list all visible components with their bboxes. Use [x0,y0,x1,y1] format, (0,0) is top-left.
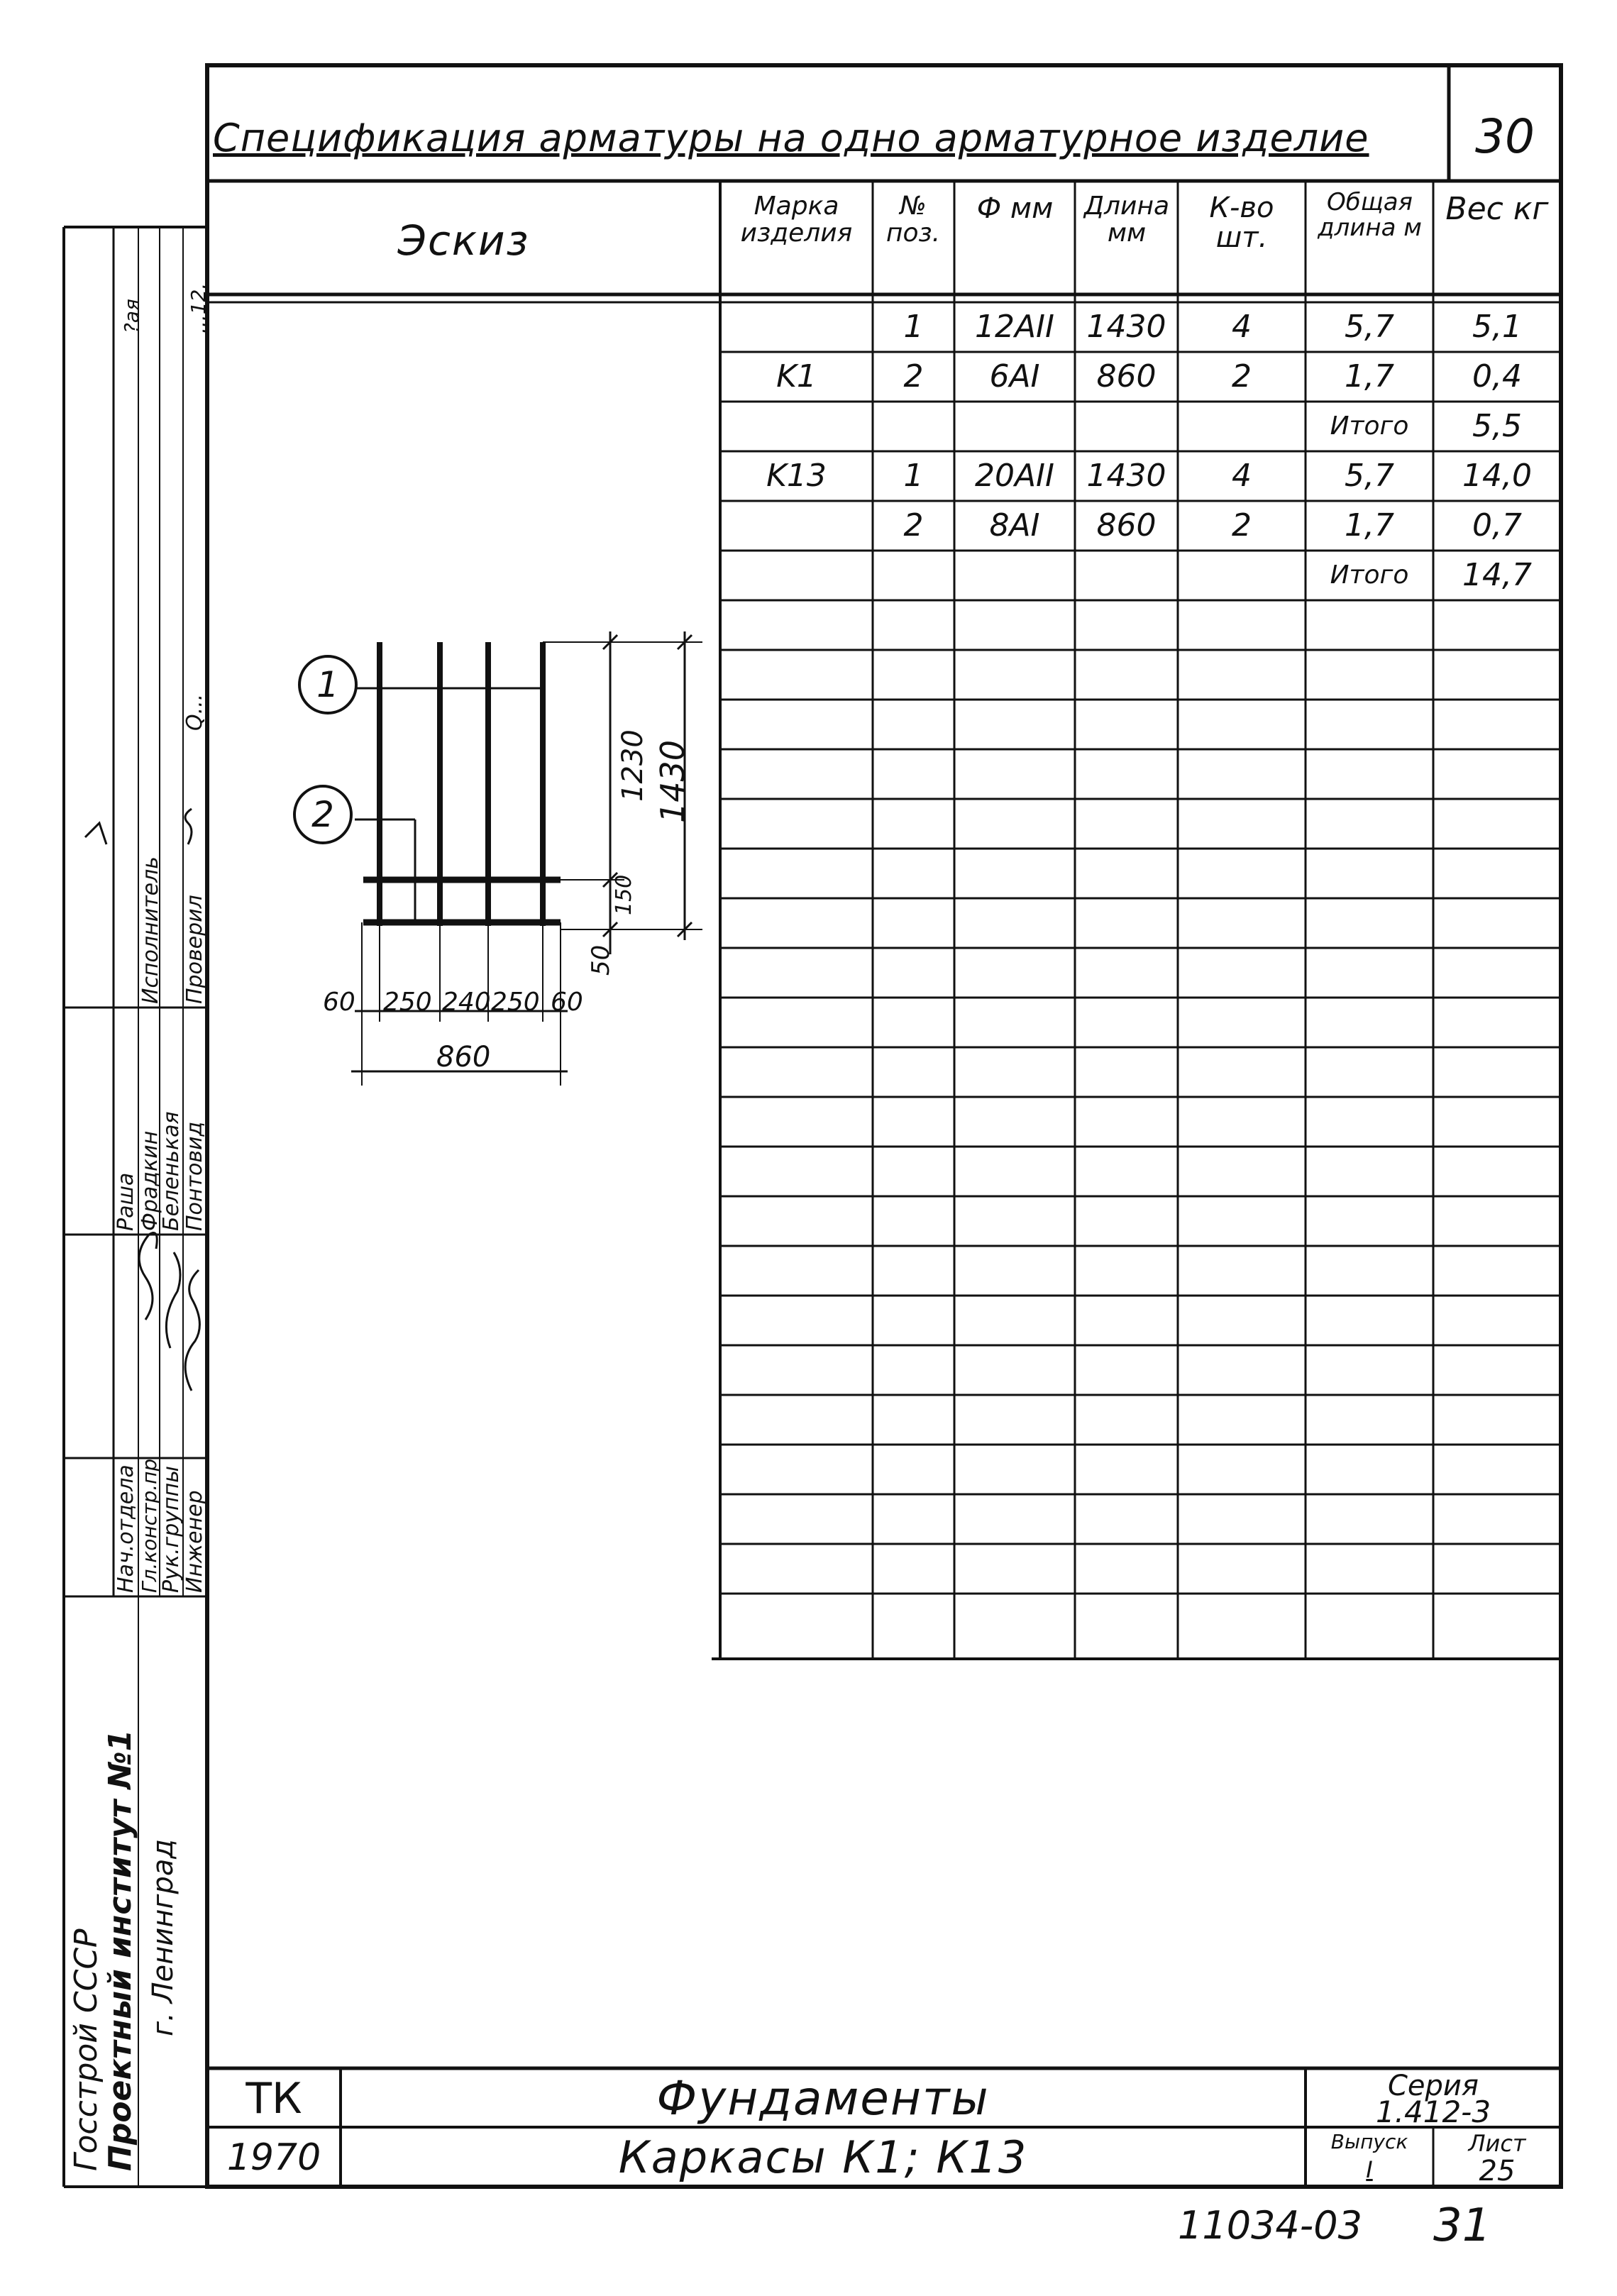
row-pos: 2 [903,358,924,394]
row-mark: K13 [766,458,827,494]
header-count: К-во шт. [1209,192,1274,254]
dim-150: 150 [612,874,636,915]
org-city: г. Ленинград [147,1838,180,2036]
row-length [1075,551,1178,600]
row-diameter [954,402,1075,451]
archive-number: 11034-03 [1178,2203,1362,2248]
row-weight: 5,5 [1472,408,1522,444]
dim-50: 50 [587,944,615,976]
row-count: 2 [1232,507,1252,543]
row-length: 860 [1096,358,1157,394]
role-head-dept: Нач.отдела [114,1464,138,1593]
dim-240: 240 [442,988,491,1017]
dim-250-a: 250 [383,988,432,1017]
role-group-lead: Рук.группы [159,1466,184,1593]
row-pos [873,402,954,451]
org-institute: Проектный институт №1 [102,1729,138,2171]
dim-60-left: 60 [323,988,355,1017]
row-diameter: 8AI [989,507,1040,543]
header-diameter: Ф мм [976,192,1054,225]
row-count: 4 [1232,458,1252,494]
row-length [1075,402,1178,451]
header-mark: Марка изделия [740,192,853,248]
name-belenkaya: Беленькая [159,1111,184,1231]
sketch-header: Эскиз [397,216,530,265]
issue-label: Выпуск [1330,2130,1408,2153]
row-count: 4 [1232,309,1252,345]
role-chief-designer: Гл.констр.пр [138,1458,161,1593]
series-value: 1.412-3 [1375,2094,1491,2129]
header-weight: Вес кг [1445,191,1549,227]
row-mark [720,501,873,551]
row-total-length: 5,7 [1345,458,1394,494]
role-executor: Исполнитель [138,856,163,1004]
row-mark: K1 [776,358,817,394]
row-total-length: Итого [1330,412,1409,441]
spec-title: Спецификация арматуры на одно арматурное изделие [213,116,1369,160]
dim-250-b: 250 [491,988,540,1017]
row-pos: 1 [903,458,924,494]
row-total-length: Итого [1330,561,1409,590]
row-pos: 1 [903,309,924,345]
mark-a: Q... [182,693,207,731]
row-diameter: 12AII [974,309,1055,345]
row-weight: 0,4 [1472,358,1522,394]
role-checked: Проверил [182,895,207,1004]
row-length: 1430 [1086,458,1166,494]
row-count [1178,402,1306,451]
row-mark [720,302,873,352]
row-total-length: 1,7 [1345,507,1394,543]
row-count: 2 [1232,358,1252,394]
dim-60-right: 60 [551,988,583,1017]
archive-page: 31 [1433,2200,1491,2252]
title-sub: Каркасы К1; К13 [618,2131,1028,2183]
row-length: 1430 [1086,309,1166,345]
series-label: Серия [1388,2070,1479,2102]
callout-2: 2 [311,794,334,835]
row-diameter: 6AI [989,358,1040,394]
row-diameter: 20AII [974,458,1055,494]
dim-860: 860 [436,1041,491,1074]
role-engineer: Инженер [182,1490,207,1593]
header-pos: № поз. [885,192,941,248]
issue-value: I [1366,2156,1373,2183]
callout-1: 1 [316,664,339,705]
name-rasha: Раша [114,1172,138,1231]
title-year: 1970 [226,2136,321,2179]
top-mark-left: ?ая [120,299,143,333]
row-pos [873,551,954,600]
title-main: Фундаменты [656,2071,990,2126]
name-fradkin: Фрадкин [138,1130,162,1231]
org-gosstroy: Госстрой СССР [68,1928,104,2171]
row-total-length: 1,7 [1345,358,1394,394]
sheet-value: 25 [1479,2155,1516,2187]
header-total-length: Общая длина м [1318,188,1422,242]
title-code: ТК [245,2074,302,2124]
row-weight: 14,0 [1462,458,1532,494]
row-mark [720,402,873,451]
row-diameter [954,551,1075,600]
row-count [1178,551,1306,600]
row-total-length: 5,7 [1345,309,1394,345]
row-weight: 5,1 [1472,309,1522,345]
row-weight: 14,7 [1462,557,1532,593]
row-length: 860 [1096,507,1157,543]
name-pontovid: Понтовид [182,1121,207,1231]
header-length: Длина мм [1083,192,1170,248]
dim-1430: 1430 [653,739,692,823]
top-mark-right: ...12. [187,282,210,333]
dim-1230: 1230 [617,729,649,802]
sheet-label: Лист [1468,2130,1526,2157]
row-pos: 2 [903,507,924,543]
page-corner-number: 30 [1475,109,1535,164]
row-mark [720,551,873,600]
row-weight: 0,7 [1472,507,1522,543]
